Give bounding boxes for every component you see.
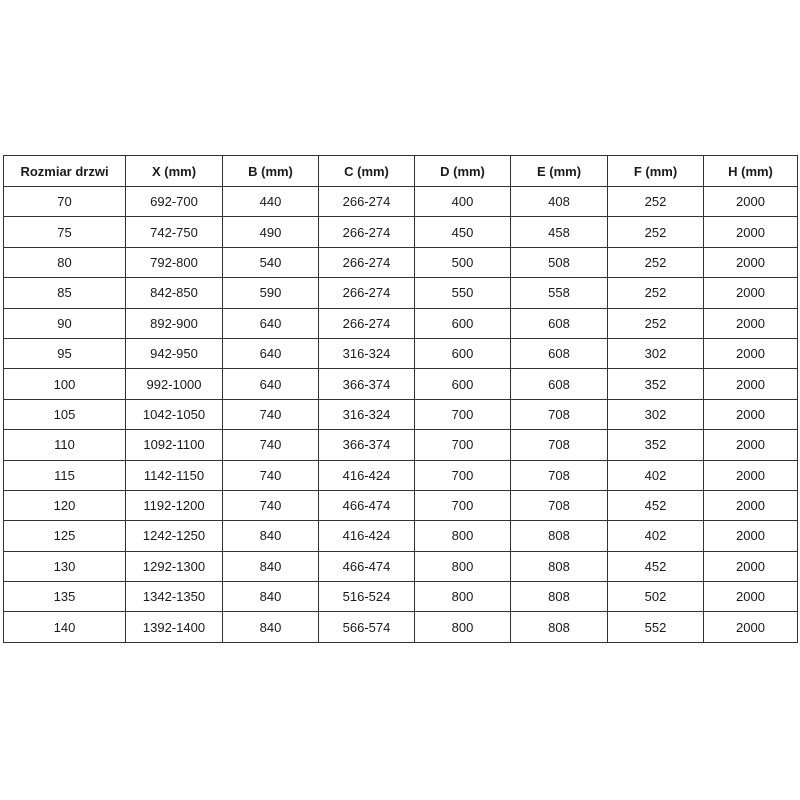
table-cell: 700 <box>415 399 511 429</box>
table-row <box>4 612 798 642</box>
table-cell: 125 <box>4 521 126 551</box>
table-cell: 800 <box>415 612 511 642</box>
table-cell: 502 <box>608 582 704 612</box>
table-cell: 266-274 <box>319 187 415 217</box>
table-cell: 840 <box>223 582 319 612</box>
table-cell: 808 <box>511 551 608 581</box>
table-cell: 366-374 <box>319 369 415 399</box>
table-cell: 302 <box>608 338 704 368</box>
table-cell: 708 <box>511 490 608 520</box>
table-cell: 2000 <box>704 460 798 490</box>
table-cell: 808 <box>511 612 608 642</box>
table-cell: 740 <box>223 490 319 520</box>
table-row <box>4 308 798 338</box>
table-cell: 700 <box>415 490 511 520</box>
table-cell: 800 <box>415 521 511 551</box>
table-cell: 1392-1400 <box>126 612 223 642</box>
table-cell: 366-374 <box>319 430 415 460</box>
table-cell: 1292-1300 <box>126 551 223 581</box>
table-cell: 316-324 <box>319 338 415 368</box>
column-header-b-mm: B (mm) <box>223 156 319 187</box>
table-cell: 708 <box>511 399 608 429</box>
table-cell: 2000 <box>704 247 798 277</box>
table-cell: 540 <box>223 247 319 277</box>
table-cell: 100 <box>4 369 126 399</box>
table-row <box>4 399 798 429</box>
table-row <box>4 338 798 368</box>
table-cell: 416-424 <box>319 460 415 490</box>
header-row <box>4 156 798 187</box>
table-row <box>4 247 798 277</box>
table-cell: 600 <box>415 338 511 368</box>
column-header-e-mm: E (mm) <box>511 156 608 187</box>
table-cell: 2000 <box>704 278 798 308</box>
table-cell: 1342-1350 <box>126 582 223 612</box>
table-cell: 452 <box>608 551 704 581</box>
table-cell: 302 <box>608 399 704 429</box>
table-cell: 608 <box>511 369 608 399</box>
table-cell: 70 <box>4 187 126 217</box>
table-cell: 1092-1100 <box>126 430 223 460</box>
table-cell: 416-424 <box>319 521 415 551</box>
column-header-h-mm: H (mm) <box>704 156 798 187</box>
table-cell: 252 <box>608 278 704 308</box>
table-cell: 892-900 <box>126 308 223 338</box>
table-cell: 2000 <box>704 338 798 368</box>
table-cell: 2000 <box>704 308 798 338</box>
table-cell: 458 <box>511 217 608 247</box>
table-cell: 266-274 <box>319 278 415 308</box>
table-cell: 600 <box>415 308 511 338</box>
column-header-rozmiar-drzwi: Rozmiar drzwi <box>4 156 126 187</box>
table-cell: 842-850 <box>126 278 223 308</box>
table-cell: 135 <box>4 582 126 612</box>
table-cell: 252 <box>608 308 704 338</box>
table-row <box>4 551 798 581</box>
table-cell: 2000 <box>704 582 798 612</box>
table-cell: 105 <box>4 399 126 429</box>
door-size-table <box>3 155 798 643</box>
table-cell: 2000 <box>704 521 798 551</box>
table-cell: 352 <box>608 369 704 399</box>
column-header-f-mm: F (mm) <box>608 156 704 187</box>
table-cell: 452 <box>608 490 704 520</box>
table-cell: 466-474 <box>319 490 415 520</box>
table-cell: 992-1000 <box>126 369 223 399</box>
table-body <box>4 187 798 643</box>
table-cell: 266-274 <box>319 247 415 277</box>
table-row <box>4 490 798 520</box>
table-row <box>4 582 798 612</box>
table-cell: 75 <box>4 217 126 247</box>
table-row <box>4 460 798 490</box>
table-row <box>4 187 798 217</box>
table-cell: 566-574 <box>319 612 415 642</box>
table-row <box>4 278 798 308</box>
table-cell: 402 <box>608 460 704 490</box>
table-row <box>4 430 798 460</box>
column-header-c-mm: C (mm) <box>319 156 415 187</box>
table-cell: 2000 <box>704 187 798 217</box>
table-cell: 440 <box>223 187 319 217</box>
table-cell: 352 <box>608 430 704 460</box>
table-cell: 600 <box>415 369 511 399</box>
table-row <box>4 217 798 247</box>
table-cell: 252 <box>608 247 704 277</box>
table-cell: 402 <box>608 521 704 551</box>
table-cell: 120 <box>4 490 126 520</box>
table-cell: 90 <box>4 308 126 338</box>
table-cell: 266-274 <box>319 217 415 247</box>
table-cell: 1192-1200 <box>126 490 223 520</box>
table-cell: 608 <box>511 308 608 338</box>
table-cell: 1242-1250 <box>126 521 223 551</box>
table-cell: 1142-1150 <box>126 460 223 490</box>
table-cell: 400 <box>415 187 511 217</box>
table-cell: 2000 <box>704 612 798 642</box>
column-header-d-mm: D (mm) <box>415 156 511 187</box>
table-cell: 640 <box>223 338 319 368</box>
table-cell: 800 <box>415 582 511 612</box>
table-cell: 500 <box>415 247 511 277</box>
table-cell: 700 <box>415 460 511 490</box>
table-cell: 550 <box>415 278 511 308</box>
table-cell: 640 <box>223 369 319 399</box>
table-cell: 508 <box>511 247 608 277</box>
table-cell: 2000 <box>704 490 798 520</box>
table-cell: 740 <box>223 399 319 429</box>
table-cell: 800 <box>415 551 511 581</box>
table-cell: 450 <box>415 217 511 247</box>
table-cell: 466-474 <box>319 551 415 581</box>
table-cell: 558 <box>511 278 608 308</box>
table-cell: 808 <box>511 582 608 612</box>
table-cell: 266-274 <box>319 308 415 338</box>
table-cell: 840 <box>223 612 319 642</box>
table-cell: 2000 <box>704 430 798 460</box>
table-cell: 80 <box>4 247 126 277</box>
table-cell: 95 <box>4 338 126 368</box>
column-header-x-mm: X (mm) <box>126 156 223 187</box>
table-cell: 1042-1050 <box>126 399 223 429</box>
table-cell: 490 <box>223 217 319 247</box>
table-cell: 552 <box>608 612 704 642</box>
table-cell: 2000 <box>704 551 798 581</box>
table-cell: 608 <box>511 338 608 368</box>
table-cell: 516-524 <box>319 582 415 612</box>
table-cell: 808 <box>511 521 608 551</box>
table-cell: 740 <box>223 460 319 490</box>
table-cell: 640 <box>223 308 319 338</box>
table-cell: 130 <box>4 551 126 581</box>
table-cell: 792-800 <box>126 247 223 277</box>
table-cell: 408 <box>511 187 608 217</box>
table-cell: 140 <box>4 612 126 642</box>
table-cell: 700 <box>415 430 511 460</box>
table-cell: 590 <box>223 278 319 308</box>
table-cell: 708 <box>511 460 608 490</box>
table-cell: 252 <box>608 217 704 247</box>
table-cell: 252 <box>608 187 704 217</box>
table-cell: 2000 <box>704 399 798 429</box>
table-cell: 840 <box>223 551 319 581</box>
table-cell: 692-700 <box>126 187 223 217</box>
table-cell: 2000 <box>704 217 798 247</box>
table-cell: 708 <box>511 430 608 460</box>
table-row <box>4 369 798 399</box>
table-cell: 740 <box>223 430 319 460</box>
table-row <box>4 521 798 551</box>
table-cell: 2000 <box>704 369 798 399</box>
table-cell: 316-324 <box>319 399 415 429</box>
table-cell: 110 <box>4 430 126 460</box>
table-cell: 115 <box>4 460 126 490</box>
table-cell: 85 <box>4 278 126 308</box>
table-cell: 840 <box>223 521 319 551</box>
table-cell: 742-750 <box>126 217 223 247</box>
table-cell: 942-950 <box>126 338 223 368</box>
